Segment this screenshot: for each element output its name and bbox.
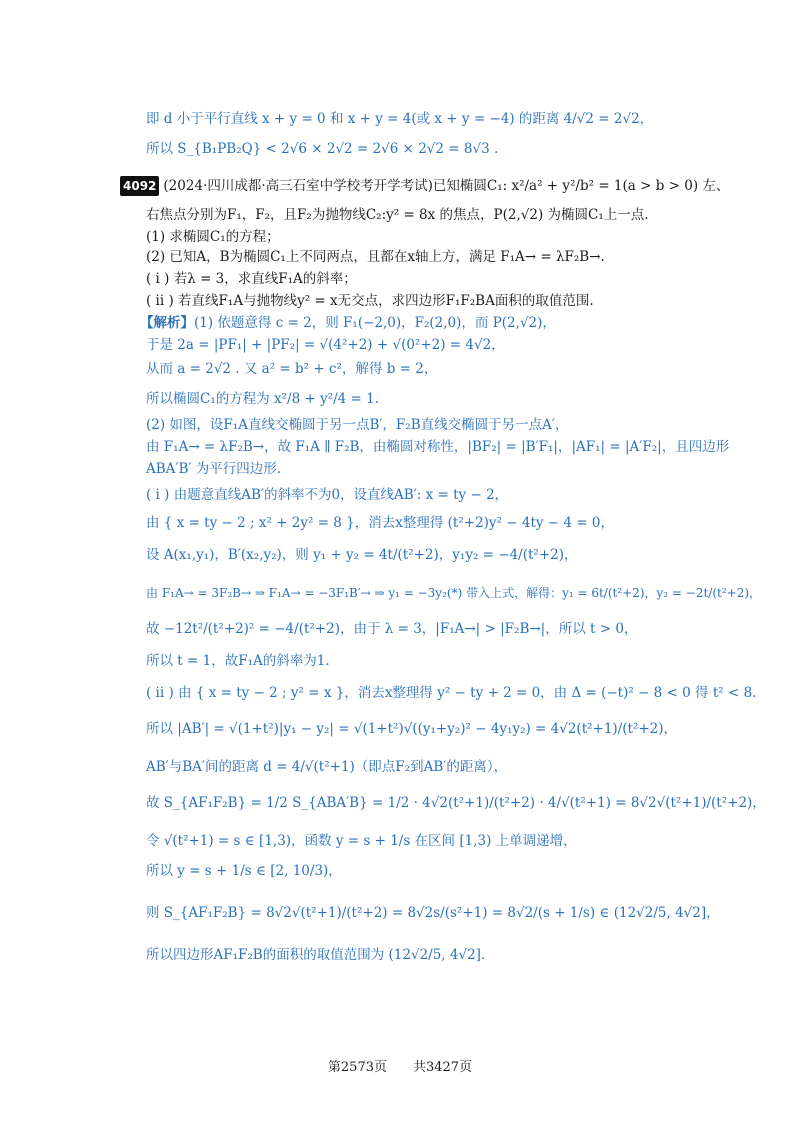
line-text: (2024·四川成都·高三石室中学校考开学考试)已知椭圆C₁: x²/a² + y²/b² = 1(a > b > 0) 左、 bbox=[163, 178, 730, 194]
line-text: 即 d 小于平行直线 x + y = 0 和 x + y = 4(或 x + y = −4) 的距离 4/√2 = 2√2， bbox=[146, 111, 654, 127]
line-text: 所以 |AB′| = √(1+t²)|y₁ − y₂| = √(1+t²)√((y₁+y₂)² − 4y₁y₂) = 4√2(t²+1)/(t²+2)， bbox=[146, 721, 678, 737]
text-line bbox=[146, 206, 649, 224]
text-line bbox=[146, 460, 281, 478]
line-text: 右焦点分别为F₁，F₂，且F₂为抛物线C₂:y² = 8x 的焦点，P(2,√2) 为椭圆C₁上一点. bbox=[146, 207, 649, 223]
text-line bbox=[146, 140, 498, 158]
line-text: 所以 y = s + 1/s ∈ [2, 10/3)， bbox=[146, 863, 342, 879]
text-line bbox=[140, 314, 556, 332]
text-line bbox=[146, 390, 379, 408]
line-text: ( ii ) 由 { x = ty − 2 ; y² = x }，消去x整理得 y² − ty + 2 = 0，由 Δ = (−t)² − 8 < 0 得 t² < 8. bbox=[146, 685, 757, 701]
text-line bbox=[146, 794, 766, 812]
line-text: 于是 2a = |PF₁| + |PF₂| = √(4²+2) + √(0²+2) = 4√2， bbox=[146, 337, 505, 353]
line-text: ( i ) 由题意直线AB′的斜率不为0，设直线AB′: x = ty − 2， bbox=[146, 487, 509, 503]
line-text: ABA′B′ 为平行四边形. bbox=[146, 461, 282, 477]
text-line bbox=[146, 248, 605, 266]
line-text: 由 F₁A→ = 3F₂B→ ⇒ F₁A→ = −3F₁B′→ ⇒ y₁ = −3y₂(*) 带入上式，解得：y₁ = 6t/(t²+2)，y₂ = −2t/(t²+2)， bbox=[146, 586, 762, 600]
text-line bbox=[146, 946, 485, 964]
line-text: 故 S_{AF₁F₂B} = 1/2 S_{ABA′B} = 1/2 · 4√2(t²+1)/(t²+2) · 4/√(t²+1) = 8√2√(t²+1)/(t²+2)， bbox=[146, 795, 766, 811]
text-line bbox=[146, 832, 577, 850]
text-line bbox=[146, 228, 280, 246]
line-text: (2) 已知A，B为椭圆C₁上不同两点，且都在x轴上方，满足 F₁A→ = λF₂B→. bbox=[146, 249, 605, 265]
text-line bbox=[146, 684, 756, 702]
text-line bbox=[146, 514, 614, 532]
line-text: ( ii ) 若直线F₁A与抛物线y² = x无交点，求四边形F₁F₂BA面积的取值范围. bbox=[146, 293, 594, 309]
text-line bbox=[146, 652, 330, 670]
line-text: 从而 a = 2√2 . 又 a² = b² + c²，解得 b = 2， bbox=[146, 361, 438, 377]
text-line bbox=[146, 720, 677, 738]
problem-number-badge: 4092 bbox=[120, 176, 159, 196]
line-text: ( i ) 若λ = 3，求直线F₁A的斜率； bbox=[146, 271, 357, 287]
text-line bbox=[146, 904, 720, 922]
text-line bbox=[146, 292, 594, 310]
text-line bbox=[146, 486, 508, 504]
text-line bbox=[146, 416, 568, 434]
line-text: (1) 求椭圆C₁的方程； bbox=[146, 229, 280, 245]
line-text: 故 −12t²/(t²+2)² = −4/(t²+2)，由于 λ = 3，|F₁A→| > |F₂B→|，所以 t > 0， bbox=[146, 621, 638, 637]
line-text: 所以四边形AF₁F₂B的面积的取值范围为 (12√2/5, 4√2]. bbox=[146, 947, 486, 963]
text-line bbox=[146, 584, 761, 602]
text-line bbox=[146, 336, 505, 354]
line-text: (2) 如图，设F₁A直线交椭圆于另一点B′，F₂B直线交椭圆于另一点A′， bbox=[146, 417, 569, 433]
line-text: 所以 S_{B₁PB₂Q} < 2√6 × 2√2 = 2√6 × 2√2 = 8√3 . bbox=[146, 141, 499, 157]
line-text: 令 √(t²+1) = s ∈ [1,3)，函数 y = s + 1/s 在区间 [1,3) 上单调递增， bbox=[146, 833, 577, 849]
page-footer: 第2573页 共3427页 bbox=[327, 1060, 473, 1075]
analysis-tag: 【解析】 bbox=[140, 315, 194, 331]
text-line bbox=[146, 758, 507, 776]
line-text: 由 { x = ty − 2 ; x² + 2y² = 8 }，消去x整理得 (t²+2)y² − 4ty − 4 = 0， bbox=[146, 515, 614, 531]
text-line bbox=[146, 438, 729, 456]
line-text: 所以 t = 1，故F₁A的斜率为1. bbox=[146, 653, 330, 669]
text-line bbox=[120, 176, 729, 196]
line-text: 设 A(x₁,y₁)，B′(x₂,y₂)，则 y₁ + y₂ = 4t/(t²+2)，y₁y₂ = −4/(t²+2)， bbox=[146, 547, 578, 563]
text-line bbox=[146, 360, 437, 378]
line-text: AB′与BA′间的距离 d = 4/√(t²+1)（即点F₂到AB′的距离）， bbox=[146, 759, 508, 775]
line-text: 所以椭圆C₁的方程为 x²/8 + y²/4 = 1. bbox=[146, 391, 380, 407]
line-text: 则 S_{AF₁F₂B} = 8√2√(t²+1)/(t²+2) = 8√2s/(s²+1) = 8√2/(s + 1/s) ∈ (12√2/5, 4√2]， bbox=[146, 905, 720, 921]
line-text: 由 F₁A→ = λF₂B→，故 F₁A ∥ F₂B，由椭圆对称性，|BF₂| = |B′F₁|，|AF₁| = |A′F₂|，且四边形 bbox=[146, 439, 730, 455]
line-text: (1) 依题意得 c = 2，则 F₁(−2,0)，F₂(2,0)，而 P(2,√2)， bbox=[194, 315, 556, 331]
text-line bbox=[146, 270, 357, 288]
text-line bbox=[146, 862, 342, 880]
text-line bbox=[146, 110, 653, 128]
text-line bbox=[146, 546, 578, 564]
text-line bbox=[146, 620, 637, 638]
